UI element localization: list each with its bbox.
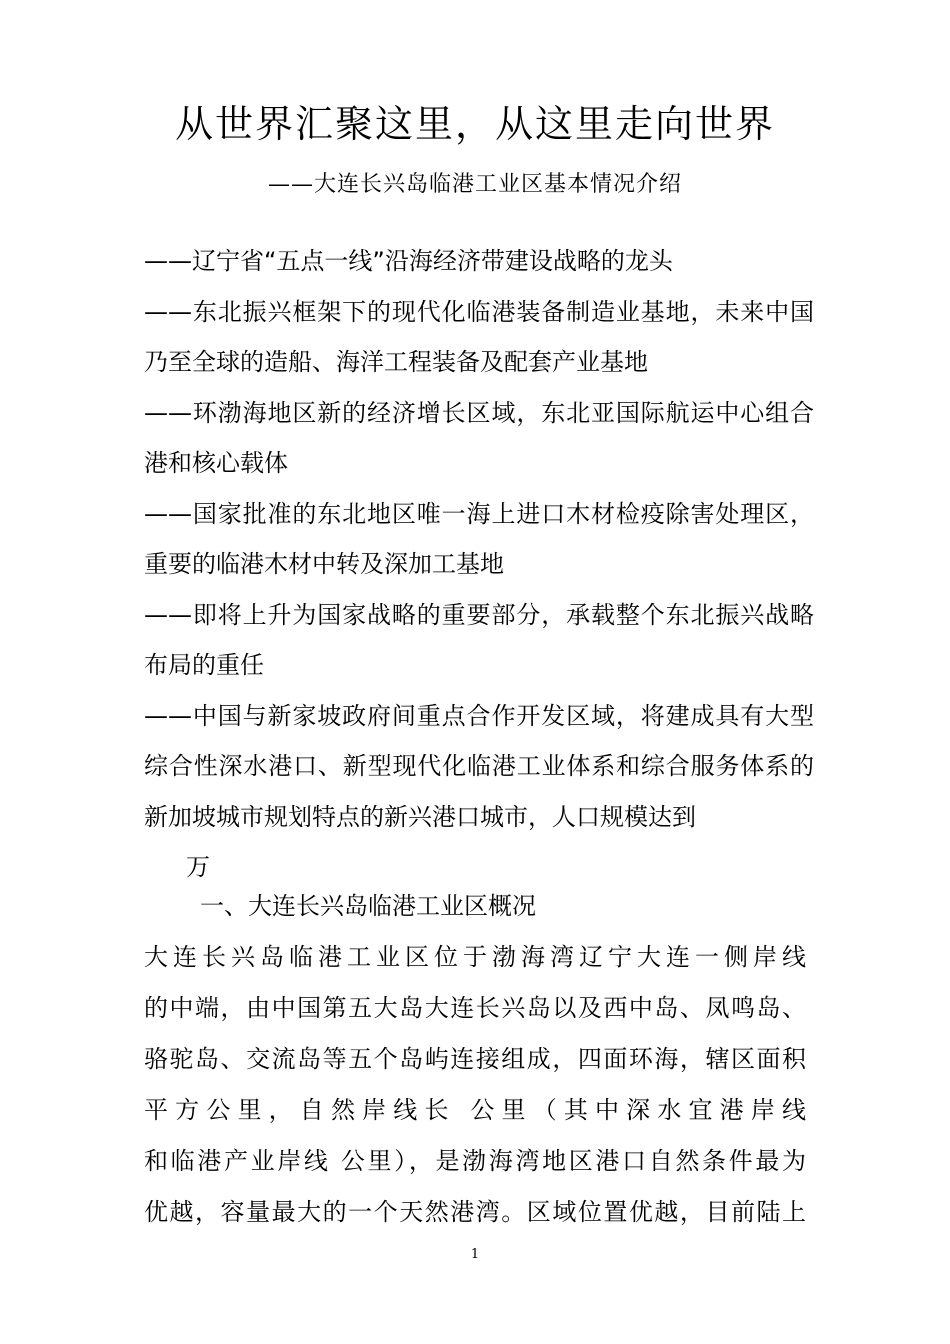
highlight-item: ——辽宁省“五点一线”沿海经济带建设战略的龙头 [144, 247, 673, 275]
highlight-item: ——即将上升为国家战略的重要部分，承载整个东北振兴战略布局的重任 [144, 600, 814, 679]
document-title: 从世界汇聚这里，从这里走向世界 [174, 102, 775, 146]
highlights-list [144, 236, 814, 893]
highlight-item: ——东北振兴框架下的现代化临港装备制造业基地，未来中国乃至全球的造船、海洋工程装备及配套产业基地 [144, 297, 814, 376]
highlight-item-last [144, 691, 814, 893]
page-number: 1 [470, 1247, 480, 1262]
body-line: 大连长兴岛临港工业区位于渤海湾辽宁大连一侧岸线 [144, 943, 806, 971]
section-heading: 一、大连长兴岛临港工业区概况 [200, 892, 536, 920]
body-line: 骆驼岛、交流岛等五个岛屿连接组成，四面环海，辖区面积 [144, 1045, 806, 1073]
body-paragraph [144, 932, 806, 1238]
highlight-item: ——国家批准的东北地区唯一海上进口木材检疫除害处理区，重要的临港木材中转及深加工基地 [144, 499, 814, 578]
highlight-item-text: ——中国与新家坡政府间重点合作开发区域，将建成具有大型综合性深水港口、新型现代化临港工业体系和综合服务体系的新加坡城市规划特点的新兴港口城市，人口规模达到 [144, 701, 814, 831]
body-line: 平方公里，自然岸线长 公里（其中深水宜港岸线 [144, 1096, 806, 1124]
document-subtitle: ——大连长兴岛临港工业区基本情况介绍 [267, 172, 682, 197]
body-line: 的中端，由中国第五大岛大连长兴岛以及西中岛、凤鸣岛、 [144, 994, 806, 1022]
body-line: 和临港产业岸线 公里），是渤海湾地区港口自然条件最为 [144, 1147, 806, 1175]
body-line: 优越，容量最大的一个天然港湾。区域位置优越，目前陆上 [144, 1198, 806, 1226]
highlight-item-tail: 万 [186, 853, 210, 881]
highlight-item: ——环渤海地区新的经济增长区域，东北亚国际航运中心组合港和核心载体 [144, 398, 814, 477]
